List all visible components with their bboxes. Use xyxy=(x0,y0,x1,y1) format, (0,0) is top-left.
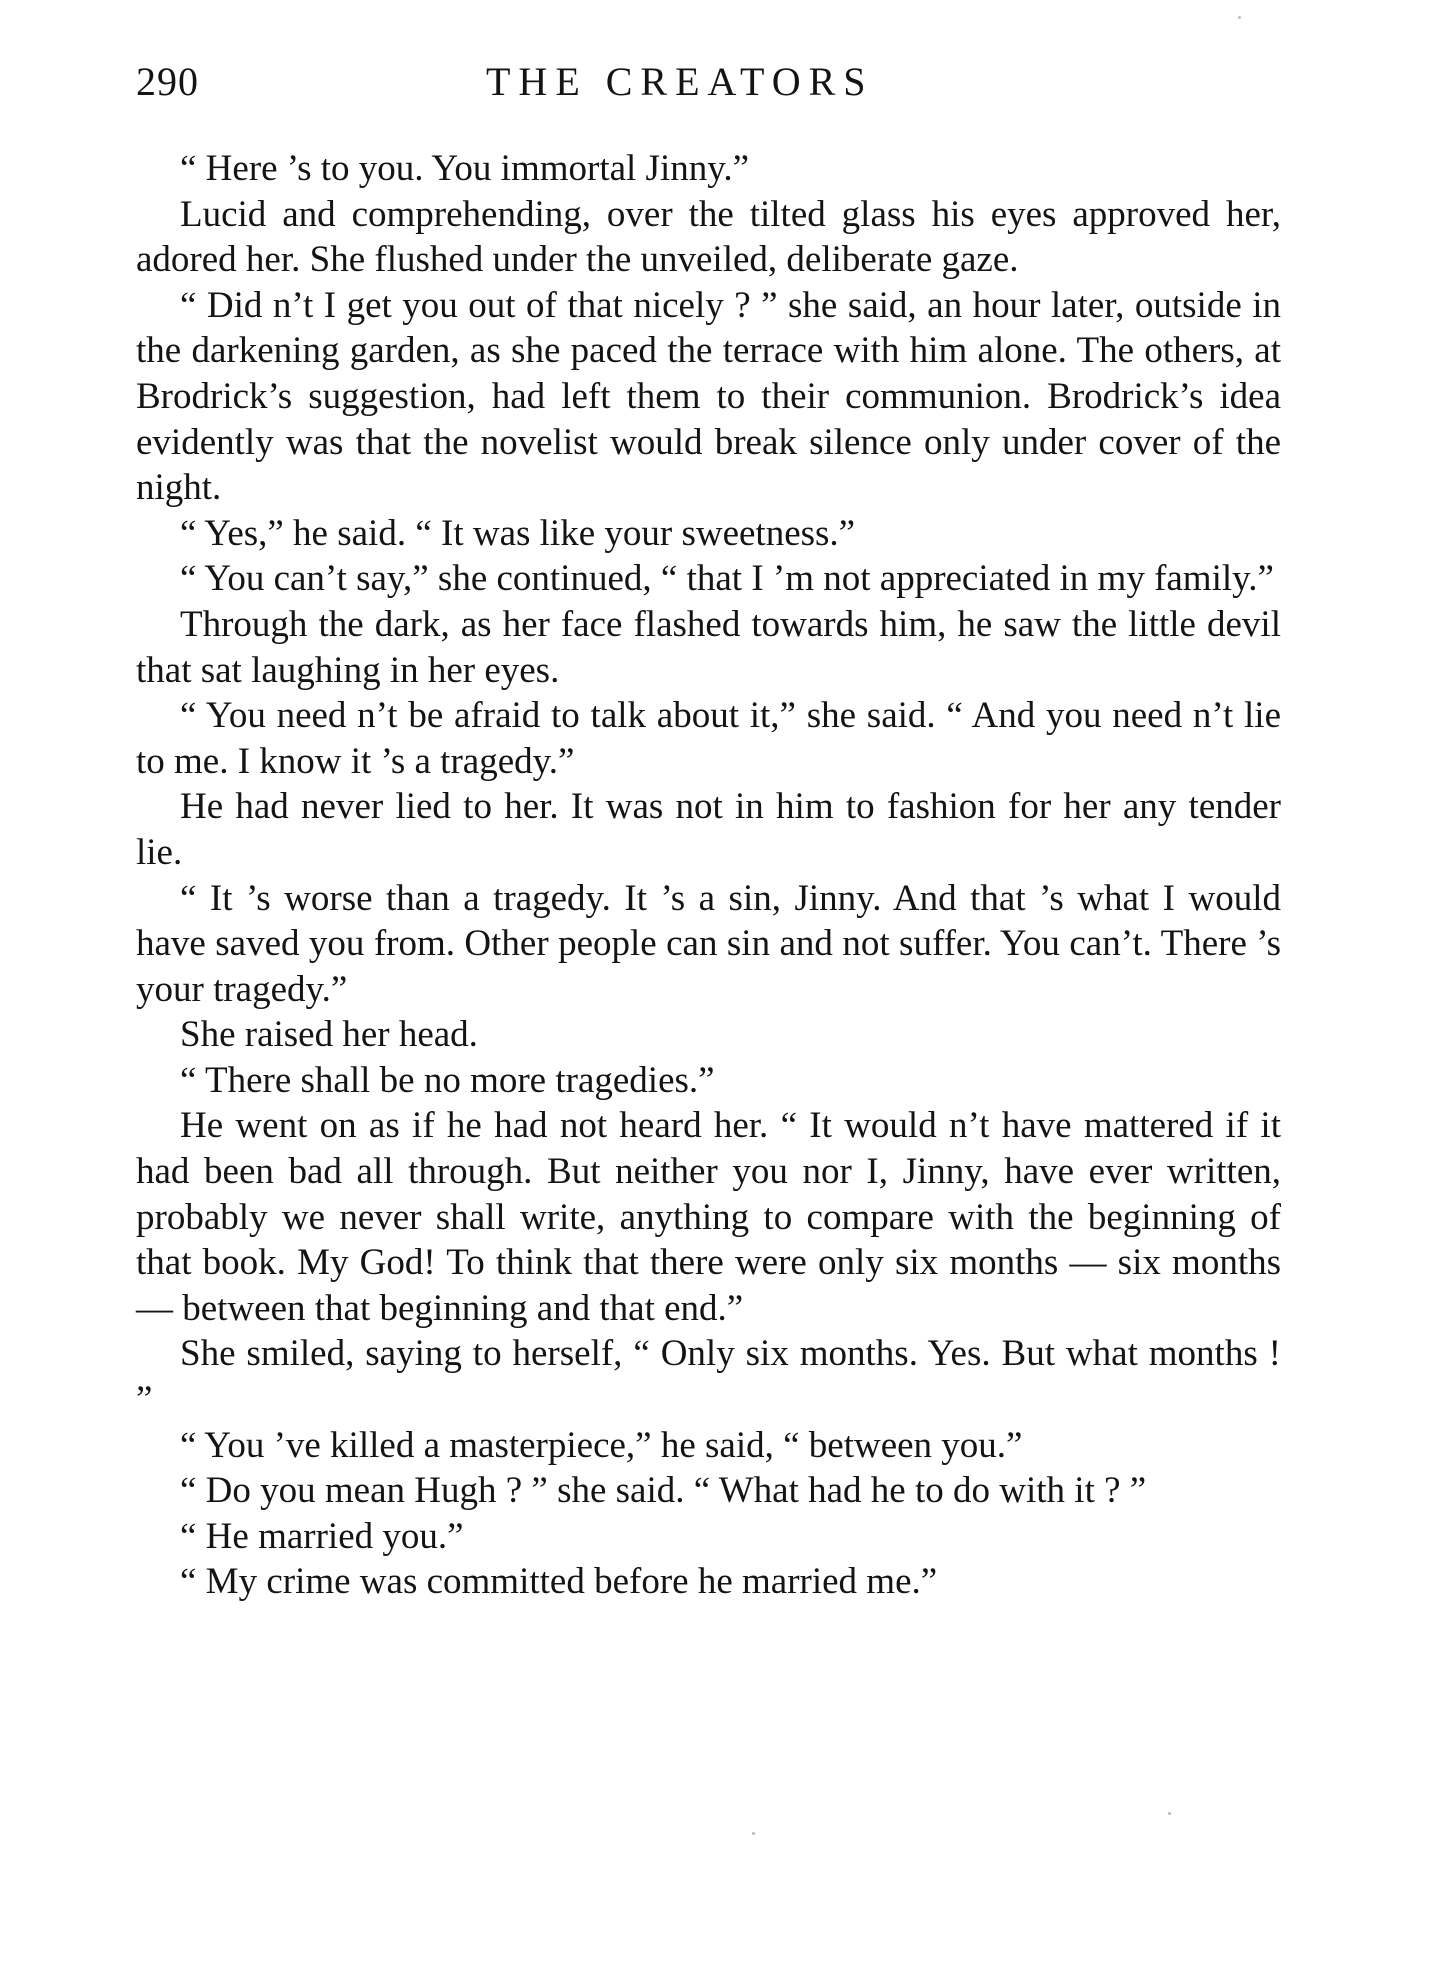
paragraph: “ He married you.” xyxy=(180,1515,464,1557)
page-number: 290 xyxy=(136,59,199,104)
paragraph: “ Did n’t I get you out of that nicely ? ” she said, an hour later, outside in the darkening garden, as she paced the terrace with him alone. The others, at Brodrick’s suggestion, had left them to their communion. Brodrick’s idea evidently was that the novelist would break silence only under cover of the night. xyxy=(136,284,1281,509)
paragraph: He went on as if he had not heard her. “ It would n’t have mattered if it had been bad all through. But neither you nor I, Jinny, have ever written, probably we never shall write, anything to compare with the beginning of that book. My God! To think that there were only six months — six months — between that beginning and that end.” xyxy=(136,1105,1281,1329)
paragraph: “ There shall be no more tragedies.” xyxy=(180,1059,715,1101)
paragraph: “ You can’t say,” she continued, “ that I ’m not appreciated in my family.” xyxy=(180,558,1274,600)
paper-speck xyxy=(1168,1812,1171,1815)
paragraph: He had never lied to her. It was not in him to fashion for her any tender lie. xyxy=(136,786,1281,873)
paragraph: She smiled, saying to herself, “ Only six months. Yes. But what months ! ” xyxy=(136,1333,1281,1421)
paragraph: “ Here ’s to you. You immortal Jinny.” xyxy=(180,148,750,189)
paragraph: Lucid and comprehending, over the tilted glass his eyes approved her, adored her. She flushed under the unveiled, deliberate gaze. xyxy=(136,193,1281,281)
paragraph: “ You need n’t be afraid to talk about it,” she said. “ And you need n’t lie to me. I know it ’s a tragedy.” xyxy=(136,695,1281,782)
paper-speck xyxy=(1238,16,1241,19)
paragraph: “ Do you mean Hugh ? ” she said. “ What had he to do with it ? ” xyxy=(180,1470,1147,1512)
paragraph: She raised her head. xyxy=(180,1014,478,1056)
body-text xyxy=(136,146,1281,1605)
paragraph: “ You ’ve killed a masterpiece,” he said, “ between you.” xyxy=(180,1424,1023,1466)
page-header xyxy=(136,58,1281,114)
paragraph: “ My crime was committed before he married me.” xyxy=(180,1561,938,1603)
paragraph: “ It ’s worse than a tragedy. It ’s a sin, Jinny. And that ’s what I would have saved you from. Other people can sin and not suffer. You can’t. There ’s your tragedy.” xyxy=(136,877,1281,1010)
running-title: THE CREATORS xyxy=(486,59,874,104)
paragraph: “ Yes,” he said. “ It was like your sweetness.” xyxy=(180,512,856,554)
paper-speck xyxy=(752,1832,755,1835)
paragraph: Through the dark, as her face flashed towards him, he saw the little devil that sat laughing in her eyes. xyxy=(136,603,1281,691)
